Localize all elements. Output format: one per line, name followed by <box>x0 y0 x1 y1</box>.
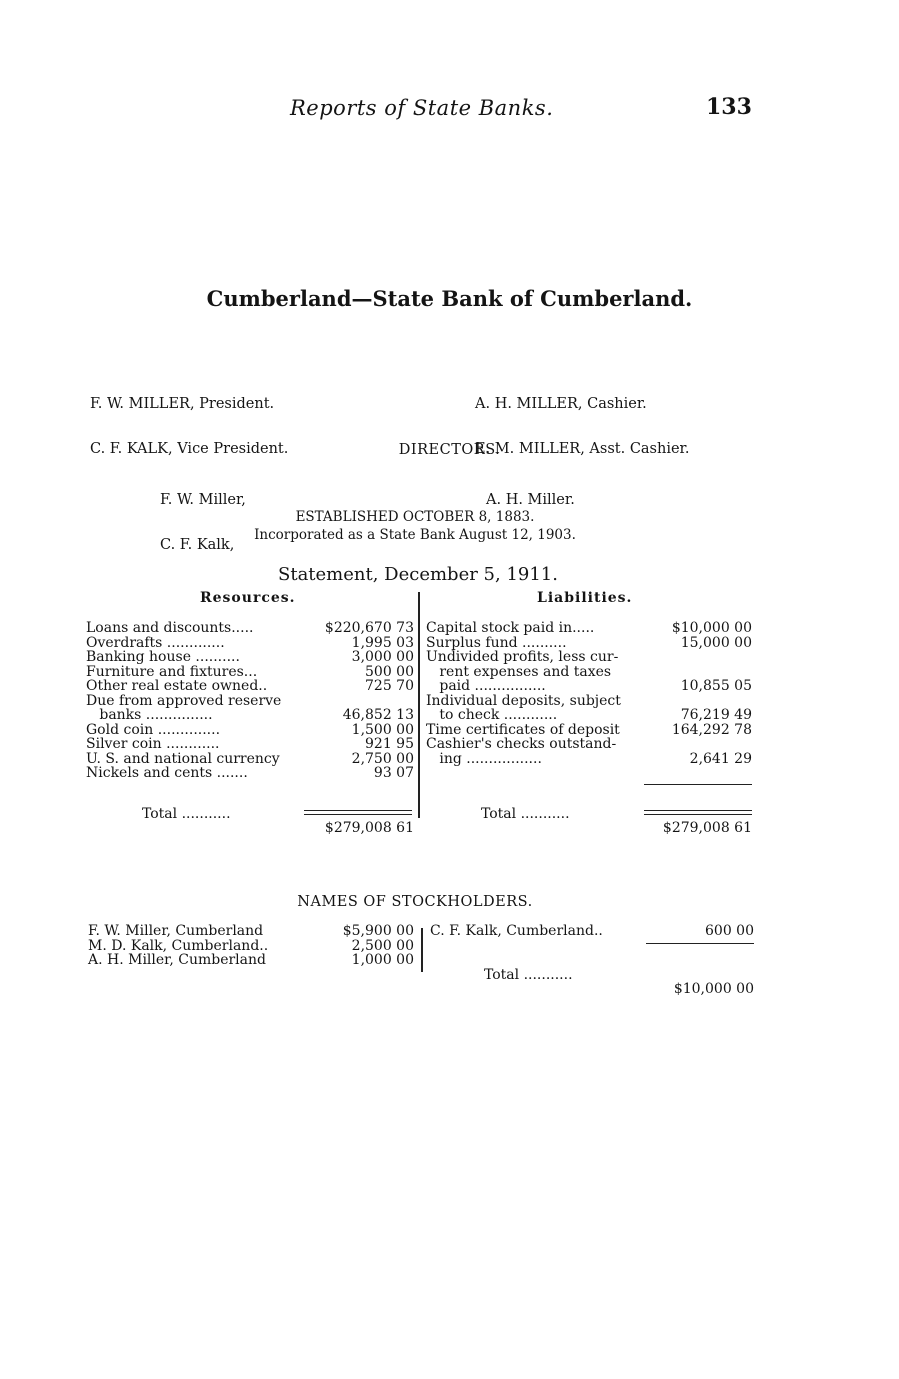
liability-row-amount: 76,219 49 <box>680 707 752 723</box>
stockholder-row-label: A. H. Miller, Cumberland <box>88 952 266 968</box>
liability-row-label: ing ................. <box>426 750 542 767</box>
officer-president: F. W. MILLER, President. <box>90 396 275 412</box>
stockholders-left <box>88 924 414 968</box>
resource-row-amount: $220,670 73 <box>324 620 414 636</box>
director-name: A. H. Miller. <box>486 492 575 508</box>
officer-vice-president: C. F. KALK, Vice President. <box>90 441 289 457</box>
liability-row-label: Individual deposits, subject <box>426 692 621 709</box>
resource-row <box>86 766 414 781</box>
stockholders-sum-rule <box>646 943 754 944</box>
resource-row-amount: 725 70 <box>365 678 414 694</box>
liability-row <box>426 752 752 767</box>
stockholder-row-amount: 1,000 00 <box>351 952 414 968</box>
stockholders-total-label: Total ........... <box>484 966 573 983</box>
incorporated-date: Incorporated as a State Bank August 12, 1903. <box>254 527 576 543</box>
stockholder-row-amount: $5,900 00 <box>342 923 414 939</box>
resource-row-label: banks ............... <box>86 707 213 723</box>
resource-row <box>86 621 414 636</box>
running-head: Reports of State Banks. <box>290 96 554 120</box>
stockholder-row <box>88 924 414 939</box>
liability-row-label: rent expenses and taxes <box>426 663 612 680</box>
liabilities-double-rule <box>644 810 752 815</box>
resource-row-label: Loans and discounts..... <box>86 620 254 636</box>
stockholder-row <box>430 924 754 939</box>
officer-cashier: A. H. MILLER, Cashier. <box>475 396 647 412</box>
liability-row <box>426 636 752 651</box>
page-number: 133 <box>706 94 752 120</box>
liability-row <box>426 737 752 752</box>
stockholder-row-amount: 2,500 00 <box>351 937 414 954</box>
liability-row-label: Undivided profits, less cur- <box>426 649 619 665</box>
resources-list <box>86 621 414 781</box>
statement-heading: Statement, December 5, 1911. <box>278 564 558 585</box>
liability-row <box>426 621 752 636</box>
stockholder-row-label: F. W. Miller, Cumberland <box>88 923 264 939</box>
resource-row-label: Other real estate owned.. <box>86 678 268 694</box>
liabilities-total-amount: $279,008 61 <box>662 820 752 836</box>
liability-row-label: Cashier's checks outstand- <box>426 736 617 752</box>
resource-row-label: U. S. and national currency <box>86 750 280 767</box>
liability-row <box>426 679 752 694</box>
resources-total-row <box>86 792 414 836</box>
resource-row <box>86 708 414 723</box>
liability-row <box>426 694 752 709</box>
bank-title: Cumberland—State Bank of Cumberland. <box>206 286 693 311</box>
resources-double-rule <box>304 810 412 815</box>
establishment-info <box>0 508 830 544</box>
resource-row-amount: 921 95 <box>365 736 414 752</box>
stockholders-total-amount: $10,000 00 <box>673 981 754 997</box>
established-date: ESTABLISHED OCTOBER 8, 1883. <box>295 509 535 525</box>
resource-row-amount: 3,000 00 <box>351 649 414 665</box>
resource-row <box>86 694 414 709</box>
resource-row <box>86 650 414 665</box>
stockholders-heading: NAMES OF STOCKHOLDERS. <box>297 894 533 910</box>
stockholder-row-label: C. F. Kalk, Cumberland.. <box>430 923 603 939</box>
resources-total-amount: $279,008 61 <box>324 820 414 836</box>
resource-row <box>86 636 414 651</box>
stockholder-row-amount: 600 00 <box>705 923 754 939</box>
officer-asst-cashier: E. M. MILLER, Asst. Cashier. <box>475 441 690 457</box>
resource-row <box>86 665 414 680</box>
resource-row-label: Due from approved reserve <box>86 692 282 709</box>
liability-row <box>426 708 752 723</box>
liability-row <box>426 723 752 738</box>
resource-row-label: Nickels and cents ....... <box>86 765 248 781</box>
liability-row-label: Time certificates of deposit <box>426 721 620 738</box>
stockholder-row <box>88 953 414 968</box>
liabilities-list <box>426 621 752 766</box>
resources-heading: Resources. <box>200 590 296 606</box>
liability-row-amount: 10,855 05 <box>680 678 752 694</box>
resource-row <box>86 737 414 752</box>
stockholder-row <box>88 939 414 954</box>
stockholder-row-label: M. D. Kalk, Cumberland.. <box>88 937 269 954</box>
director-name: F. W. Miller, <box>160 492 246 508</box>
resource-row-label: Overdrafts ............. <box>86 634 225 651</box>
column-divider <box>418 592 420 818</box>
liabilities-total-label: Total ........... <box>481 805 570 822</box>
resources-total-label: Total ........... <box>142 805 231 822</box>
liability-row-amount: $10,000 00 <box>671 620 752 636</box>
stockholders-divider <box>421 928 423 972</box>
liabilities-sum-rule <box>644 784 752 785</box>
directors-heading: DIRECTORS. <box>398 442 501 458</box>
resource-row-label: Gold coin .............. <box>86 721 221 738</box>
liability-row-label: paid ................ <box>426 678 546 694</box>
stockholders-right <box>430 924 754 939</box>
stockholders-total-row <box>430 953 754 997</box>
liability-row <box>426 650 752 665</box>
resource-row-label: Furniture and fixtures... <box>86 663 258 680</box>
resource-row-amount: 2,750 00 <box>351 750 414 767</box>
liability-row-amount: 15,000 00 <box>680 634 752 651</box>
liability-row-label: Capital stock paid in..... <box>426 620 595 636</box>
resource-row-label: Silver coin ............ <box>86 736 220 752</box>
liability-row-label: Surplus fund .......... <box>426 634 567 651</box>
liability-row-amount: 164,292 78 <box>671 721 752 738</box>
liability-row-label: to check ............ <box>426 707 558 723</box>
resource-row-amount: 1,500 00 <box>351 721 414 738</box>
liability-row <box>426 665 752 680</box>
liabilities-heading: Liabilities. <box>537 590 633 606</box>
liabilities-total-row <box>426 792 752 836</box>
resource-row-amount: 1,995 03 <box>351 634 414 651</box>
director-name: C. F. Kalk, <box>160 537 235 553</box>
resource-row-amount: 46,852 13 <box>342 707 414 723</box>
resource-row <box>86 723 414 738</box>
resource-row-amount: 93 07 <box>373 765 414 781</box>
liability-row-amount: 2,641 29 <box>689 750 752 767</box>
resource-row-label: Banking house .......... <box>86 649 240 665</box>
resource-row-amount: 500 00 <box>365 663 414 680</box>
resource-row <box>86 752 414 767</box>
resource-row <box>86 679 414 694</box>
